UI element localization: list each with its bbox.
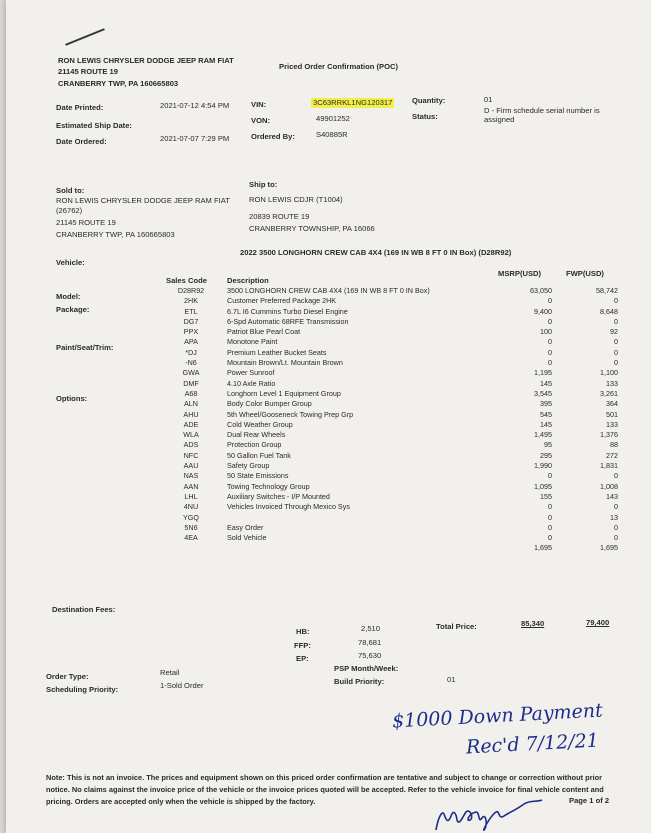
sales-code-cell: AHU: [183, 409, 199, 419]
document-title: Priced Order Confirmation (POC): [279, 62, 398, 71]
model-label: Model:: [56, 292, 81, 301]
col-msrp: MSRP(USD): [498, 269, 542, 278]
msrp-cell: 0: [548, 512, 552, 522]
hb-value: 2,510: [361, 624, 381, 633]
document-page: [6, 0, 651, 833]
description-cell: 6.7L I6 Cummins Turbo Diesel Engine: [227, 306, 348, 316]
description-cell: Mountain Brown/Lt. Mountain Brown: [227, 358, 343, 368]
ship-to-label: Ship to:: [249, 180, 278, 189]
ffp-label: FFP:: [294, 641, 311, 650]
fwp-cell: 58,742: [596, 286, 618, 295]
ep-value: 75,630: [358, 651, 382, 660]
msrp-cell: 0: [548, 522, 552, 532]
msrp-cell: 0: [548, 471, 552, 481]
sales-code-cell: 4EA: [184, 533, 198, 543]
sold-to-line1: RON LEWIS CHRYSLER DODGE JEEP RAM FIAT: [56, 196, 230, 205]
dealer-name: RON LEWIS CHRYSLER DODGE JEEP RAM FIAT: [58, 56, 234, 65]
msrp-cell: 1,990: [534, 461, 552, 471]
msrp-cell: 0: [548, 316, 552, 326]
description-cell: 50 State Emissions: [227, 471, 289, 481]
msrp-cell: 0: [548, 533, 552, 543]
fwp-cell: 0: [614, 316, 618, 326]
description-cell: [227, 543, 472, 553]
fwp-cell: 0: [614, 347, 618, 357]
col-sales-code: Sales Code: [166, 276, 207, 285]
sales-code-cell: D28R92: [177, 286, 205, 295]
sales-code-cell: ADE: [183, 419, 199, 429]
description-cell: Monotone Paint: [227, 337, 278, 347]
msrp-cell: 0: [548, 358, 552, 368]
dealer-street: 21145 ROUTE 19: [58, 67, 118, 76]
sales-code-cell: AAN: [183, 481, 199, 491]
description-cell: Safety Group: [227, 461, 270, 471]
order-type-label: Order Type:: [46, 672, 89, 681]
sold-to-line2: (26762): [56, 206, 83, 215]
msrp-cell: 0: [548, 502, 552, 512]
fwp-cell: 0: [614, 296, 618, 306]
msrp-column: [496, 286, 552, 554]
fwp-cell: 92: [610, 327, 618, 337]
date-printed-label: Date Printed:: [56, 103, 104, 112]
fwp-cell: 133: [606, 378, 618, 388]
status-value: D - Firm schedule serial number is assigned: [484, 106, 600, 124]
build-priority-value: 01: [447, 675, 456, 684]
package-label: Package:: [56, 305, 90, 314]
fwp-column: [562, 286, 618, 554]
ship-to-line2: 20839 ROUTE 19: [249, 212, 310, 221]
msrp-cell: 63,050: [530, 286, 552, 295]
msrp-cell: 545: [540, 409, 552, 419]
scheduling-priority-value: 1-Sold Order: [160, 681, 204, 690]
fwp-cell: 0: [614, 522, 618, 532]
total-price-label: Total Price:: [436, 622, 477, 631]
sales-code-cell: [156, 543, 226, 553]
dealer-city: CRANBERRY TWP, PA 160665803: [58, 79, 179, 88]
vehicle-label: Vehicle:: [56, 258, 85, 267]
description-cell: 50 Gallon Fuel Tank: [227, 450, 291, 460]
description-cell: Auxiliary Switches - I/P Mounted: [227, 491, 330, 501]
fwp-cell: 13: [610, 512, 618, 522]
fwp-cell: 0: [614, 533, 618, 543]
sales-code-cell: WLA: [183, 430, 199, 440]
ordered-by-value: S40885R: [316, 130, 348, 139]
fwp-cell: 1,008: [600, 481, 618, 491]
fwp-cell: 0: [614, 337, 618, 347]
sales-code-cell: NFC: [183, 450, 199, 460]
sales-code-cell: ALN: [184, 399, 198, 409]
date-printed-value: 2021-07-12 4:54 PM: [160, 101, 230, 110]
ordered-by-label: Ordered By:: [251, 132, 295, 141]
fwp-cell: 1,376: [600, 430, 618, 440]
description-cell: Vehicles Invoiced Through Mexico Sys: [227, 502, 350, 512]
msrp-cell: 145: [540, 378, 552, 388]
sales-code-cell: AAU: [183, 461, 199, 471]
description-cell: Dual Rear Wheels: [227, 430, 286, 440]
description-cell: Towing Technology Group: [227, 481, 310, 491]
msrp-cell: 0: [548, 347, 552, 357]
msrp-cell: 0: [548, 337, 552, 347]
sold-to-line4: CRANBERRY TWP, PA 160665803: [56, 230, 175, 239]
sold-to-label: Sold to:: [56, 186, 85, 195]
destination-fees-label: Destination Fees:: [52, 605, 116, 614]
total-msrp: 85,340: [521, 619, 545, 628]
est-ship-label: Estimated Ship Date:: [56, 121, 132, 130]
fwp-cell: 364: [606, 399, 618, 409]
msrp-cell: 1,695: [534, 543, 552, 553]
msrp-cell: 145: [540, 419, 552, 429]
msrp-cell: 295: [540, 450, 552, 460]
msrp-cell: 3,545: [534, 388, 552, 398]
description-cell: Protection Group: [227, 440, 282, 450]
sales-code-cell: 2HK: [184, 296, 198, 306]
von-value: 49901252: [316, 114, 350, 123]
ship-to-line1: RON LEWIS CDJR (T1004): [249, 195, 343, 204]
options-label: Options:: [56, 394, 88, 403]
sales-code-cell: *DJ: [185, 347, 197, 357]
footer-note: Note: This is not an invoice. The prices and equipment shown on this priced order confirmation are tentative and subject to change or correction without prior notice. No claims against the invoice price of the vehicle or the invoice prices quoted will be accepted. Refer to the vehicle invoice for final vehicle content and pricing. Orders are accepted only when the vehicle is shipped by the factory.: [46, 773, 604, 806]
hb-label: HB:: [296, 627, 310, 636]
vin-value: 3C63RRKL1NG120317: [313, 98, 393, 107]
description-cell: Sold Vehicle: [227, 533, 267, 543]
msrp-cell: 1,195: [534, 368, 552, 378]
description-cell: 3500 LONGHORN CREW CAB 4X4 (169 IN WB 8 FT 0 IN Box): [227, 286, 430, 295]
fwp-cell: 0: [614, 358, 618, 368]
msrp-cell: 0: [548, 296, 552, 306]
ship-to-line3: CRANBERRY TOWNSHIP, PA 16066: [249, 224, 375, 233]
fwp-cell: 0: [614, 471, 618, 481]
description-cell: [227, 513, 472, 523]
sales-code-cell: DMF: [183, 378, 199, 388]
quantity-value: 01: [484, 95, 493, 104]
psp-label: PSP Month/Week:: [334, 664, 399, 673]
vin-label: VIN:: [251, 100, 267, 109]
page-number: Page 1 of 2: [569, 796, 610, 805]
vehicle-description: 2022 3500 LONGHORN CREW CAB 4X4 (169 IN WB 8 FT 0 IN Box) (D28R92): [240, 248, 512, 257]
fwp-cell: 501: [606, 409, 618, 419]
pen-mark: [65, 28, 105, 46]
sales-code-column: [156, 286, 226, 554]
msrp-cell: 95: [544, 440, 552, 450]
fwp-cell: 143: [606, 491, 618, 501]
ep-label: EP:: [296, 654, 309, 663]
description-cell: Power Sunroof: [227, 368, 275, 378]
sales-code-cell: A68: [184, 388, 198, 398]
description-cell: Easy Order: [227, 522, 264, 532]
description-cell: Customer Preferred Package 2HK: [227, 296, 337, 306]
paint-seat-trim-label: Paint/Seat/Trim:: [56, 343, 114, 352]
ffp-value: 78,681: [358, 638, 382, 647]
order-type-value: Retail: [160, 668, 180, 677]
description-cell: Longhorn Level 1 Equipment Group: [227, 388, 341, 398]
msrp-cell: 395: [540, 399, 552, 409]
build-priority-label: Build Priority:: [334, 677, 385, 686]
col-fwp: FWP(USD): [566, 269, 604, 278]
sales-code-cell: YGQ: [183, 512, 199, 522]
total-fwp: 79,400: [586, 618, 610, 627]
sales-code-cell: 4NU: [183, 502, 199, 512]
msrp-cell: 1,495: [534, 430, 552, 440]
msrp-cell: 155: [540, 491, 552, 501]
fwp-cell: 0: [614, 502, 618, 512]
fwp-cell: 1,695: [600, 543, 618, 553]
sales-code-cell: NAS: [183, 471, 199, 481]
msrp-cell: 9,400: [534, 306, 552, 316]
scheduling-priority-label: Scheduling Priority:: [46, 685, 119, 694]
status-label: Status:: [412, 112, 438, 121]
col-description: Description: [227, 276, 269, 285]
description-cell: Patriot Blue Pearl Coat: [227, 327, 301, 337]
sales-code-cell: LHL: [184, 491, 198, 501]
handwritten-received-date: Rec'd 7/12/21: [465, 729, 600, 759]
sold-to-line3: 21145 ROUTE 19: [56, 218, 116, 227]
fwp-cell: 88: [610, 440, 618, 450]
sales-code-cell: APA: [184, 337, 198, 347]
date-ordered-label: Date Ordered:: [56, 137, 107, 146]
description-column: [227, 286, 472, 554]
description-cell: Cold Weather Group: [227, 419, 293, 429]
description-cell: 5th Wheel/Gooseneck Towing Prep Grp: [227, 409, 354, 419]
quantity-label: Quantity:: [412, 96, 446, 105]
fwp-cell: 1,100: [600, 368, 618, 378]
sales-code-cell: -N6: [185, 358, 197, 368]
sales-code-cell: PPX: [183, 327, 199, 337]
date-ordered-value: 2021-07-07 7:29 PM: [160, 134, 230, 143]
sales-code-cell: DG7: [183, 316, 199, 326]
fwp-cell: 3,261: [600, 388, 618, 398]
msrp-cell: 1,095: [534, 481, 552, 491]
msrp-cell: 100: [540, 327, 552, 337]
sales-code-cell: ADS: [183, 440, 199, 450]
sales-code-cell: 5N6: [184, 522, 198, 532]
description-cell: Premium Leather Bucket Seats: [227, 347, 327, 357]
handwritten-signature: [434, 796, 544, 832]
sales-code-cell: GWA: [182, 368, 200, 378]
description-cell: 6-Spd Automatic 68RFE Transmission: [227, 316, 349, 326]
fwp-cell: 272: [606, 450, 618, 460]
fwp-cell: 8,648: [600, 306, 618, 316]
description-cell: Body Color Bumper Group: [227, 399, 312, 409]
fwp-cell: 133: [606, 419, 618, 429]
description-cell: 4.10 Axle Ratio: [227, 378, 276, 388]
handwritten-down-payment: $1000 Down Payment: [391, 699, 604, 733]
von-label: VON:: [251, 116, 270, 125]
fwp-cell: 1,831: [600, 461, 618, 471]
sales-code-cell: ETL: [184, 306, 198, 316]
